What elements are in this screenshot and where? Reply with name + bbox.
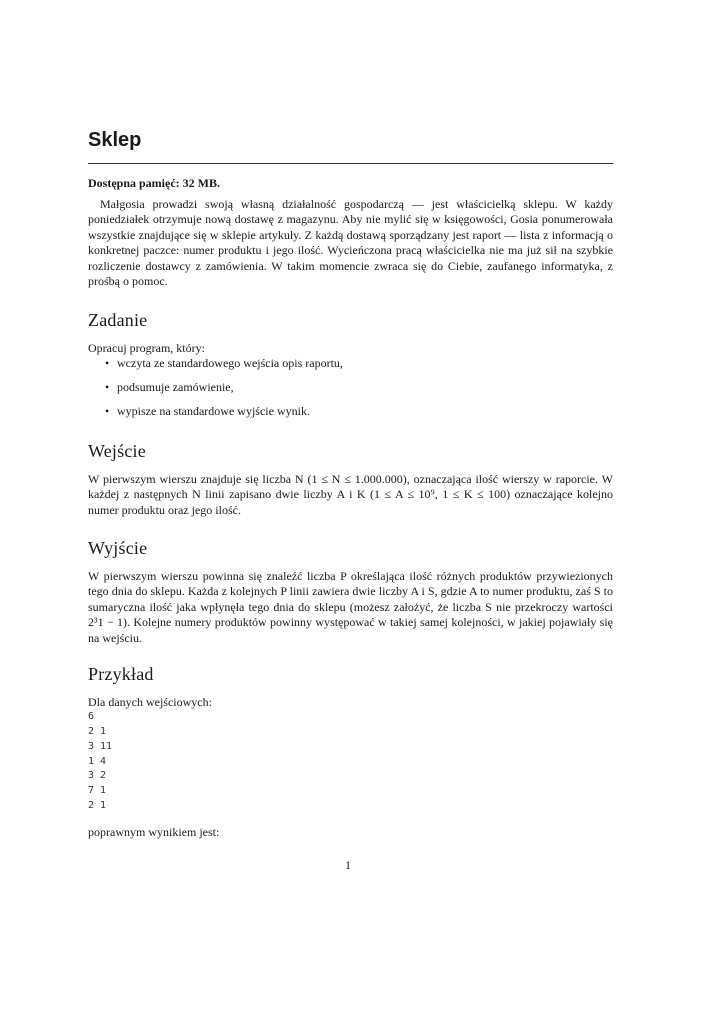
list-item: • podsumuje zamówienie, (105, 380, 234, 395)
memory-limit: Dostępna pamięć: 32 MB. (88, 176, 220, 190)
section-zadanie (88, 341, 613, 428)
intro-paragraph: Małgosia prowadzi swoją własną działalność gospodarczą — jest właścicielką sklepu. W każdy poniedziałek otrzymuje nową dostawę z magazynu. Aby nie mylić się w księgowości, Gosia ponumerowała wszystkie znajdujące się w sklepie artykuły. Z każdą dostawą sporządzany jest raport — lista z informacją o konkretnej paczce: numer produktu i jego ilość. Wycieńczona pracą właścicielka nie ma już sił na szybkie rozliczenie dostawcy z zamówienia. W takim momencie zwraca się do Ciebie, zaufanego informatyka, z prośbą o pomoc. (88, 197, 613, 289)
page-number: 1 (345, 858, 351, 872)
section-wejscie (88, 472, 613, 518)
section-heading-zadanie: Zadanie (88, 310, 148, 330)
wyjscie-text: W pierwszym wierszu powinna się znaleźć liczba P określająca ilość różnych produktów przywiezionych tego dnia do sklepu. Każda z kolejnych P linii zawiera dwie liczby A i S, gdzie A to numer produktu, zaś S to sumaryczna ilość jaka wpłynęła tego dnia do sklepu (możesz założyć, że liczba S nie przekroczy wartości 2³1 − 1). Kolejne numery produktów powinny występować w takiej samej kolejności, w jakiej pojawiały się na wejściu. (88, 569, 613, 645)
section-heading-wejscie: Wejście (88, 441, 146, 461)
list-item: • wypisze na standardowe wyjście wynik. (105, 404, 310, 419)
example-input: 6 2 1 3 11 1 4 3 2 7 1 2 1 (88, 711, 113, 811)
page-title: Sklep (88, 129, 142, 151)
przyklad-after: poprawnym wynikiem jest: (88, 825, 220, 840)
section-heading-wyjscie: Wyjście (88, 538, 148, 558)
list-item: • wczyta ze standardowego wejścia opis raportu, (105, 356, 343, 371)
section-przyklad (88, 695, 613, 841)
przyklad-lead: Dla danych wejściowych: (88, 695, 212, 709)
wejscie-text: W pierwszym wierszu znajduje się liczba N (1 ≤ N ≤ 1.000.000), oznaczająca ilość wierszy w raporcie. W każdej z następnych N linii zapisano dwie liczby A i K (1 ≤ A ≤ 10⁹, 1 ≤ K ≤ 100) oznaczające kolejno numer produktu oraz jego ilość. (88, 472, 613, 517)
section-heading-przyklad: Przykład (88, 664, 154, 684)
bullet-icon: • (105, 356, 110, 371)
task-list (88, 356, 613, 428)
bullet-icon: • (105, 380, 110, 395)
zadanie-lead: Opracuj program, który: (88, 341, 205, 355)
bullet-icon: • (105, 404, 110, 419)
title-divider (88, 163, 613, 164)
section-wyjscie (88, 569, 613, 646)
